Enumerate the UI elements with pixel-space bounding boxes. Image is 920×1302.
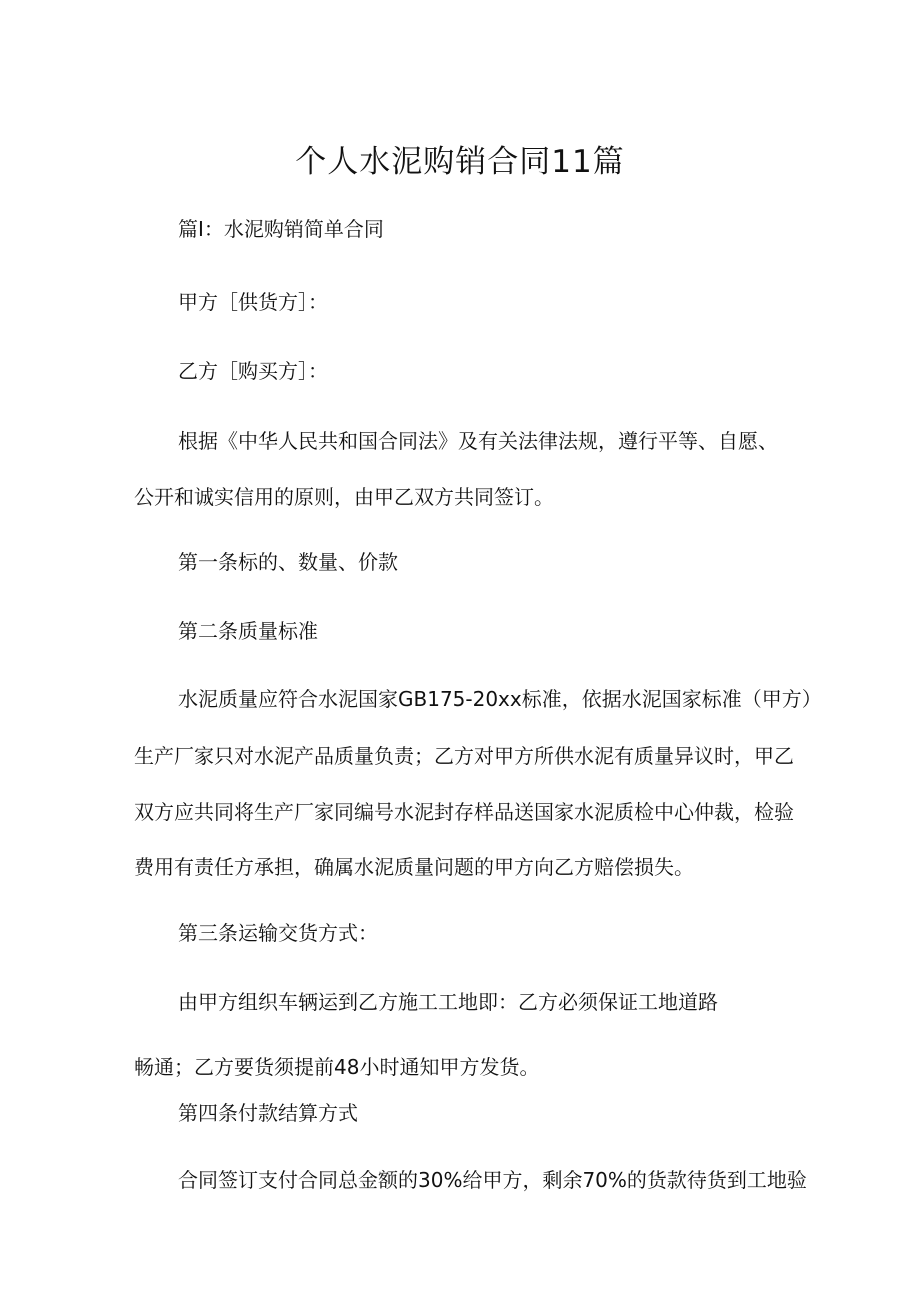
article-2-line-2: 生产厂家只对水泥产品质量负责；乙方对甲方所供水泥有质量异议时，甲乙 <box>134 744 794 768</box>
article-2-line-1: 水泥质量应符合水泥国家GB175-20xx标准，依据水泥国家标准（甲方） <box>178 687 822 711</box>
section-heading: 篇Ⅰ：水泥购销简单合同 <box>178 217 384 241</box>
article-3-line-1: 由甲方组织车辆运到乙方施工工地即：乙方必须保证工地道路 <box>178 990 718 1014</box>
document-title: 个人水泥购销合同11篇 <box>295 144 625 180</box>
article-1-title: 第一条标的、数量、价款 <box>178 550 398 574</box>
party-a-line: 甲方［供货方］： <box>178 290 328 314</box>
article-2-line-3: 双方应共同将生产厂家同编号水泥封存样品送国家水泥质检中心仲裁，检验 <box>134 800 794 824</box>
intro-line-1: 根据《中华人民共和国合同法》及有关法律法规，遵行平等、自愿、 <box>178 429 778 453</box>
article-2-line-4: 费用有责任方承担，确属水泥质量问题的甲方向乙方赔偿损失。 <box>134 855 694 879</box>
article-3-title: 第三条运输交货方式： <box>178 921 378 945</box>
intro-line-2: 公开和诚实信用的原则，由甲乙双方共同签订。 <box>134 485 554 509</box>
party-b-line: 乙方［购买方］： <box>178 359 328 383</box>
article-3-line-2: 畅通；乙方要货须提前48小时通知甲方发货。 <box>134 1055 540 1079</box>
article-2-title: 第二条质量标准 <box>178 619 318 643</box>
article-4-line-1: 合同签订支付合同总金额的30%给甲方，剩余70%的货款待货到工地验 <box>178 1168 807 1192</box>
article-4-title: 第四条付款结算方式 <box>178 1101 358 1125</box>
